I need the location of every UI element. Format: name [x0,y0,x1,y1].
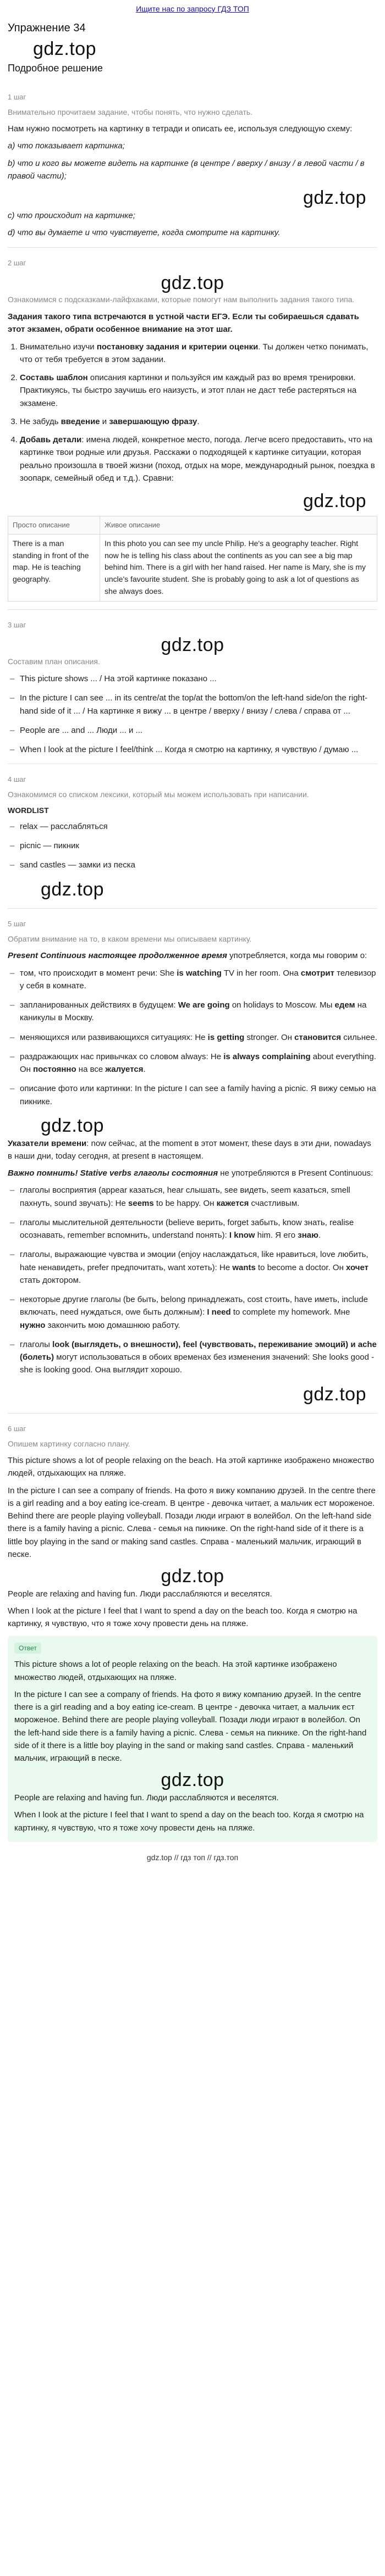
step-1-item-d: d) что вы думаете и что чувствуете, когда смотрите на картинку. [8,228,280,238]
list-item: – том, что происходит в момент речи: She is watching TV in her room. Она смотрит телевизор у себя в комнате. [8,967,377,993]
watermark: gdz.top [161,272,224,293]
list-item: – In the picture I can see ... in its centre/at the top/at the bottom/on the left-hand side/on the right-hand side of it ... / На картинке я вижу ... в центре / вверху / внизу / слева / справа от ... [8,692,377,717]
watermark: gdz.top [161,634,224,655]
answer-paragraph: When I look at the picture I feel that I want to spend a day on the beach too. Когда я смотрю на картинку, я чувствую, что я тоже хочу провести день на пляже. [14,1810,364,1833]
step-3-intro: Составим план описания. [8,657,100,666]
tip-item: 4. Добавь детали: имена людей, конкретное место, погода. Легче всего предоставить, что на картинке твои родные или друзья. Расскажи о подходящей к картинке ситуации, которая реально произошла в твоей жизни (поход, отдых на море, международный рынок, поездка в зоопарк, семейный обед и т.д.). Сравни: [20,433,377,485]
list-item: – глаголы look (выглядеть, о внешности), feel (чувствовать, переживание эмоций) и ache (болеть) могут использоваться в обоих временах без изменения значений: She looks good - she is looking good. Она выглядит хорошо. [8,1338,377,1377]
list-item: – раздражающих нас привычках со словом always: He is always complaining about everything. Он постоянно на все жалуется. [8,1050,377,1076]
watermark: gdz.top [302,187,366,209]
step-2-bold-lead: Задания такого типа встречаются в устной части ЕГЭ. Если ты собираешься сдавать этот экзамен, обрати особенное внимание на этот шаг. [8,312,359,335]
answer-box [8,1636,377,1842]
plan-list [8,672,377,756]
list-item: – sand castles — замки из песка [8,859,377,871]
present-continuous-heading: Present Continuous настоящее продолженное время употребляется, когда мы говорим о: [8,951,367,961]
wordlist-title: WORDLIST [8,806,49,815]
description-paragraph: People are relaxing and having fun. Люди расслабляются и веселятся. [8,1589,272,1599]
answer-paragraph: People are relaxing and having fun. Люди расслабляются и веселятся. [14,1793,279,1803]
step-1-intro: Внимательно прочитаем задание, чтобы понять, что нужно сделать. [8,107,253,116]
divider [8,609,377,610]
answer-paragraph: This picture shows a lot of people relaxing on the beach. На этой картинке изображено множество людей, отдыхающих на пляже. [14,1660,337,1682]
watermark: gdz.top [41,878,105,900]
step-6-label: 6 шаг [8,1425,26,1433]
list-item: – глаголы, выражающие чувства и эмоции (enjoy наслаждаться, like нравиться, love любить, hate ненавидеть, prefer предпочитать, want хотеть): He wants to become a doctor. Он хочет стать доктором. [8,1248,377,1287]
search-hint-link[interactable]: Ищите нас по запросу ГДЗ ТОП [136,4,249,13]
list-item: – описание фото или картинки: In the picture I can see a family having a picnic. Я вижу семью на пикнике. [8,1082,377,1108]
list-item: – People are ... and ... Люди ... и ... [8,724,377,737]
page-title: Упражнение 34 [8,21,86,34]
divider [8,1413,377,1414]
tip-item: 2. Составь шаблон описания картинки и пользуйся им каждый раз во время тренировки. Практикуясь, ты быстро заучишь его наизусть, и этот план не даст тебе растеряться на экзамене. [20,371,377,410]
list-item: – relax — расслабляться [8,820,377,833]
watermark: gdz.top [302,1383,366,1405]
watermark: gdz.top [33,38,97,59]
wordlist [8,820,377,872]
table-header-vivid: Живое описание [100,516,377,534]
answer-label: Ответ [14,1643,41,1654]
step-5-intro: Обратим внимание на то, в каком времени мы описываем картинку. [8,934,252,943]
list-item: – глаголы мыслительной деятельности (believe верить, forget забыть, know знать, realise осознавать, remember вспомнить, understand понять): I know him. Я его знаю. [8,1216,377,1242]
step-2-intro: Ознакомимся с подсказками-лайфхаками, которые помогут нам выполнить задания такого типа. [8,295,355,304]
step-3-label: 3 шаг [8,620,26,629]
step-2-label: 2 шаг [8,258,26,267]
tip-item: 1. Внимательно изучи постановку задания и критерии оценки. Ты должен четко понимать, что от тебя требуется в этом задании. [20,341,377,366]
answer-paragraph: In the picture I can see a company of friends. На фото я вижу компанию друзей. In the centre there is a girl reading and a boy eating ice-cream. В центре - девочка читает, а мальчик ест мороженое. Behind there are people playing volleyball. Позади люди играют в волейбол. On the left-hand side there is a family having a picnic. Слева - семья на пикнике. On the right-hand side of it there is a little boy playing in the sand or making sand castles. Справа - маленький мальчик, играющий в песке. [14,1689,367,1763]
step-1-item-a: a) что показывает картинка; [8,141,125,151]
list-item: – запланированных действиях в будущем: We are going on holidays to Moscow. Мы едем на каникулы в Москву. [8,999,377,1025]
step-5-label: 5 шаг [8,920,26,928]
description-paragraph: In the picture I can see a company of friends. На фото я вижу компанию друзей. In the centre there is a girl reading and a boy eating ice-cream. В центре - девочка читает, а мальчик ест мороженое. Behind there are people playing volleyball. Позади люди играют в волейбол. On the left-hand side there is a family having a picnic. Слева - семья на пикнике. On the right-hand side of it there is a little boy playing in the sand or making sand castles. Справа - маленький мальчик, играющий в песке. [8,1485,376,1559]
step-1-label: 1 шаг [8,93,26,102]
step-1-item-b: b) что и кого вы можете видеть на картинке (в центре / вверху / внизу / в левой части / в правой части); [8,158,365,181]
time-markers: Указатели времени: now сейчас, at the moment в этот момент, these days в эти дни, nowadays в наши дни, today сегодня, at present в настоящем. [8,1138,371,1161]
table-cell-vivid: In this photo you can see my uncle Philip. He's a geography teacher. Right now he is telling his class about the continents as you can see a big map behind him. There is a girl with her hand raised. Her name is Mary, she is my uncle's favourite student. She is probably going to ask a lot of questions as she always does. [100,535,377,601]
stative-list [8,1184,377,1376]
step-1-lead: Нам нужно посмотреть на картинку в тетради и описать ее, используя следующую схему: [8,124,353,134]
divider [8,908,377,909]
list-item: – This picture shows ... / На этой картинке показано ... [8,672,377,685]
description-paragraph: This picture shows a lot of people relaxing on the beach. На этой картинке изображено множество людей, отдыхающих на пляже. [8,1456,375,1478]
list-item: – When I look at the picture I feel/think ... Когда я смотрю на картинку, я чувствую / думаю ... [8,743,377,756]
solution-content [0,92,385,1842]
step-4-intro: Ознакомимся со списком лексики, который мы можем использовать при написании. [8,789,309,799]
stative-heading: Важно помнить! Stative verbs глаголы состояния не употребляются в Present Continuous: [8,1169,373,1178]
divider [8,247,377,248]
usage-list [8,967,377,1108]
step-6-intro: Опишем картинку согласно плану. [8,1439,130,1448]
list-item: – глаголы восприятия (appear казаться, hear слышать, see видеть, seem казаться, smell пахнуть, sound звучать): He seems to be happy. Он кажется счастливым. [8,1184,377,1210]
step-1-item-c: c) что происходит на картинке; [8,211,135,220]
footer-links[interactable]: gdz.top // гдз топ // гдз.топ [146,1852,239,1862]
list-item: – некоторые другие глаголы (be быть, belong принадлежать, cost стоить, have иметь, include включать, need нуждаться, owe быть должным): I need to complete my homework. Мне нужно закончить мою домашнюю работу. [8,1293,377,1332]
tips-list [8,341,377,485]
table-cell-simple: There is a man standing in front of the map. He is teaching geography. [8,535,100,601]
table-header-simple: Просто описание [8,516,100,534]
watermark: gdz.top [302,491,366,512]
list-item: – picnic — пикник [8,839,377,852]
solution-subtitle: Подробное решение [8,63,103,74]
step-4-label: 4 шаг [8,775,26,784]
watermark: gdz.top [41,1115,105,1136]
comparison-table [8,516,377,602]
tip-item: 3. Не забудь введение и завершающую фразу. [20,415,377,428]
watermark: gdz.top [161,1566,224,1587]
list-item: – меняющихся или развивающихся ситуациях: He is getting stronger. Он становится сильнее. [8,1031,377,1044]
description-paragraph: When I look at the picture I feel that I want to spend a day on the beach too. Когда я смотрю на картинку, я чувствую, что я тоже хочу провести день на пляже. [8,1606,358,1629]
watermark: gdz.top [161,1770,224,1791]
